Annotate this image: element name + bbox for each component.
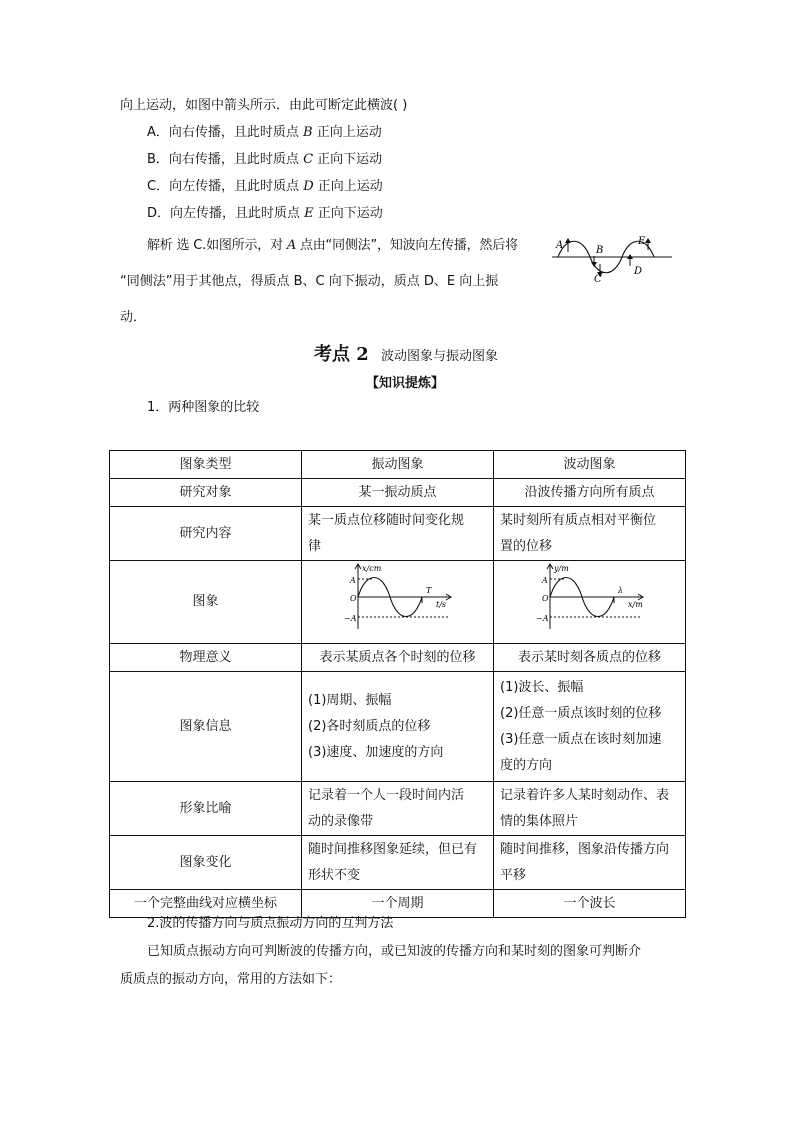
section-subtitle: 波动图象与振动图象 bbox=[380, 349, 498, 364]
y-axis-label: x/cm bbox=[361, 564, 381, 573]
wave-cell bbox=[494, 672, 686, 782]
option-text-post: 正向上运动 bbox=[312, 125, 382, 140]
label-a: A bbox=[556, 240, 564, 251]
origin-label: O bbox=[349, 594, 357, 603]
label-e: E bbox=[638, 236, 646, 247]
vibration-graph bbox=[338, 561, 458, 633]
cell-line: 平移 bbox=[500, 867, 527, 883]
option-text-pre: 向右传播，且此时质点 bbox=[168, 152, 304, 167]
table-row bbox=[110, 561, 686, 644]
cell-line: (3)任意一质点在该时刻加速 bbox=[500, 731, 662, 747]
row-label: 研究内容 bbox=[110, 507, 302, 561]
vib-cell bbox=[302, 782, 494, 836]
solution-text: 点由“同侧法”，知波向左传播，然后将 bbox=[296, 238, 518, 253]
wave-cell bbox=[494, 836, 686, 890]
origin-label: O bbox=[541, 594, 549, 603]
header-cell: 振动图象 bbox=[302, 451, 494, 479]
option-d bbox=[147, 204, 383, 224]
section-title: 考点 2 bbox=[314, 344, 369, 365]
item-1: 1．两种图象的比较 bbox=[147, 400, 260, 415]
wave-graph bbox=[530, 561, 650, 633]
table-row bbox=[110, 507, 686, 561]
period-label: T bbox=[425, 586, 431, 595]
paragraph-line-2: 质质点的振动方向，常用的方法如下： bbox=[120, 972, 342, 987]
cell-line: (1)周期、振幅 bbox=[308, 692, 392, 708]
row-label: 图象 bbox=[110, 561, 302, 644]
neg-amp-label: −A bbox=[535, 614, 548, 623]
table-row bbox=[110, 672, 686, 782]
option-point: C bbox=[303, 152, 314, 167]
table-row bbox=[110, 644, 686, 672]
vib-cell: 表示某质点各个时刻的位移 bbox=[302, 644, 494, 672]
cell-line: (1)波长、振幅 bbox=[500, 679, 584, 695]
cell-line: 某一质点位移随时间变化规 bbox=[308, 512, 465, 528]
vib-cell: 一个周期 bbox=[302, 890, 494, 918]
table-header-row bbox=[110, 451, 686, 479]
cell-line: 记录着一个人一段时间内活 bbox=[308, 787, 465, 803]
label-c: C bbox=[594, 274, 602, 285]
question-stem-tail: 向上运动，如图中箭头所示．由此可断定此横波( ) bbox=[120, 98, 408, 113]
vib-graph-cell bbox=[302, 561, 494, 644]
solution-line-3: 动． bbox=[120, 310, 147, 325]
option-letter: B． bbox=[147, 152, 169, 167]
amp-label: A bbox=[349, 576, 356, 585]
row-label: 图象信息 bbox=[110, 672, 302, 782]
header-cell: 波动图象 bbox=[494, 451, 686, 479]
cell-line: 形状不变 bbox=[308, 867, 361, 883]
option-text-post: 正向下运动 bbox=[313, 152, 383, 167]
option-text-pre: 向左传播，且此时质点 bbox=[170, 206, 305, 221]
period-label: λ bbox=[617, 586, 623, 595]
wave-cell bbox=[494, 507, 686, 561]
option-c bbox=[147, 177, 383, 197]
option-text-pre: 向右传播，且此时质点 bbox=[168, 125, 304, 140]
section-heading bbox=[314, 340, 498, 366]
wave-graph-cell bbox=[494, 561, 686, 644]
cell-line: 随时间推移，图象沿传播方向 bbox=[500, 841, 670, 857]
table-row bbox=[110, 836, 686, 890]
row-label: 物理意义 bbox=[110, 644, 302, 672]
wave-cell: 沿波传播方向所有质点 bbox=[494, 479, 686, 507]
cell-line: (3)速度、加速度的方向 bbox=[308, 744, 444, 760]
solution-point: A bbox=[286, 238, 297, 253]
vib-cell: 某一振动质点 bbox=[302, 479, 494, 507]
vib-cell bbox=[302, 507, 494, 561]
option-text-post: 正向上运动 bbox=[313, 179, 383, 194]
solution-line-1 bbox=[147, 236, 518, 256]
solution-line-2: “同侧法”用于其他点，得质点 B、C 向下振动，质点 D、E 向上振 bbox=[120, 274, 499, 289]
cell-line: 某时刻所有质点相对平衡位 bbox=[500, 512, 657, 528]
table-row bbox=[110, 479, 686, 507]
option-text-post: 正向下运动 bbox=[313, 206, 383, 221]
option-b bbox=[147, 150, 382, 170]
solution-wave-figure bbox=[548, 230, 676, 286]
wave-cell: 一个波长 bbox=[494, 890, 686, 918]
row-label: 一个完整曲线对应横坐标 bbox=[110, 890, 302, 918]
paragraph-line-1: 已知质点振动方向可判断波的传播方向，或已知波的传播方向和某时刻的图象可判断介 bbox=[147, 944, 642, 959]
comparison-table bbox=[109, 450, 686, 918]
solution-text: 解析 选 C.如图所示，对 bbox=[147, 238, 287, 253]
y-axis-label: y/m bbox=[553, 564, 569, 573]
x-axis-label: x/m bbox=[627, 600, 643, 609]
row-label: 研究对象 bbox=[110, 479, 302, 507]
vib-cell bbox=[302, 836, 494, 890]
label-d: D bbox=[634, 266, 643, 277]
option-point: E bbox=[304, 206, 314, 221]
row-label: 形象比喻 bbox=[110, 782, 302, 836]
x-axis-label: t/s bbox=[435, 600, 446, 609]
vib-cell bbox=[302, 672, 494, 782]
neg-amp-label: −A bbox=[343, 614, 356, 623]
label-b: B bbox=[596, 245, 604, 256]
cell-line: 律 bbox=[308, 538, 322, 554]
option-letter: A． bbox=[147, 125, 169, 140]
cell-line: 记录着许多人某时刻动作、表 bbox=[500, 787, 670, 803]
cell-line: 置的位移 bbox=[500, 538, 553, 554]
knowledge-tag: 【知识提炼】 bbox=[366, 376, 445, 391]
option-point: B bbox=[303, 125, 313, 140]
amp-label: A bbox=[541, 576, 548, 585]
option-a bbox=[147, 123, 382, 143]
cell-line: 度的方向 bbox=[500, 757, 553, 773]
cell-line: 情的集体照片 bbox=[500, 813, 579, 829]
cell-line: (2)任意一质点该时刻的位移 bbox=[500, 705, 662, 721]
item-2: 2.波的传播方向与质点振动方向的互判方法 bbox=[147, 916, 394, 931]
option-point: D bbox=[303, 179, 314, 194]
cell-line: 动的录像带 bbox=[308, 813, 374, 829]
header-cell: 图象类型 bbox=[110, 451, 302, 479]
cell-line: 随时间推移图象延续，但已有 bbox=[308, 841, 478, 857]
option-text-pre: 向左传播，且此时质点 bbox=[169, 179, 304, 194]
wave-cell bbox=[494, 782, 686, 836]
option-letter: C． bbox=[147, 179, 170, 194]
table-row bbox=[110, 782, 686, 836]
cell-line: (2)各时刻质点的位移 bbox=[308, 718, 431, 734]
wave-cell: 表示某时刻各质点的位移 bbox=[494, 644, 686, 672]
row-label: 图象变化 bbox=[110, 836, 302, 890]
option-letter: D． bbox=[147, 206, 171, 221]
